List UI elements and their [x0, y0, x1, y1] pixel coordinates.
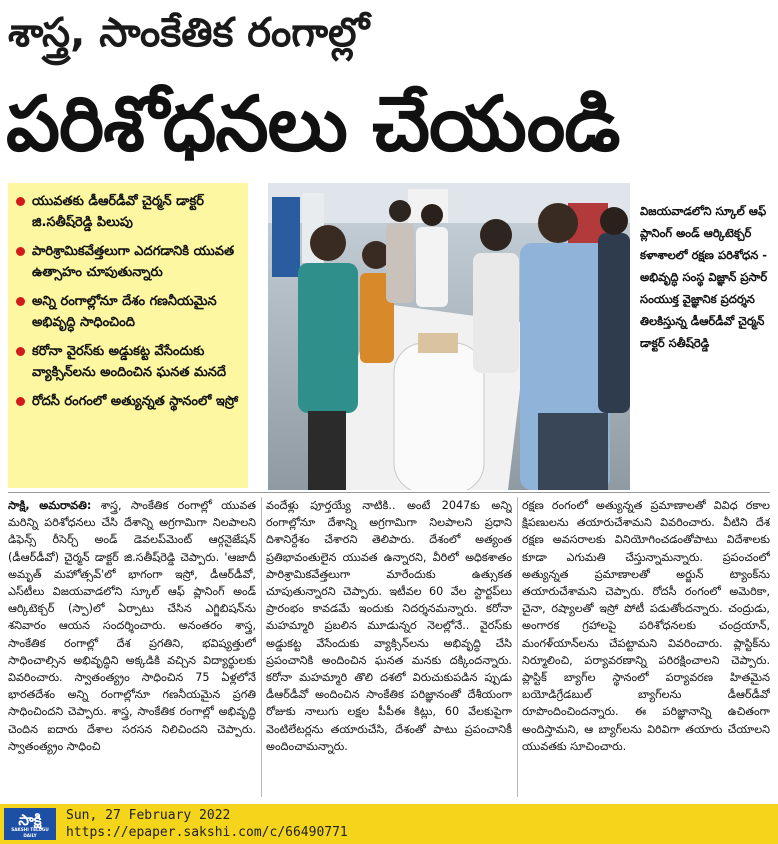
news-photo — [268, 183, 630, 490]
bullet-icon — [16, 297, 25, 306]
highlight-item — [16, 391, 240, 412]
highlights-box — [8, 183, 248, 488]
bullet-icon — [16, 397, 25, 406]
footer-bar — [0, 804, 778, 844]
sakshi-logo — [4, 808, 56, 840]
highlight-text: పారిశ్రామికవేత్తలుగా ఎదగడానికి యువత ఉత్సాహం చూపుతున్నారు — [32, 244, 235, 280]
logo-text: సాక్షి — [18, 811, 42, 829]
article-kicker: శాస్త్ర, సాంకేతిక రంగాల్లో — [8, 10, 370, 56]
column-divider — [261, 497, 262, 797]
highlight-item — [16, 291, 240, 333]
highlight-item — [16, 191, 240, 233]
highlight-text: యువతకు డీఆర్‌డీవో చైర్మన్ డాక్టర్ జి.సతీష్‌రెడ్డి పిలుపు — [32, 194, 204, 230]
article-column-3 — [522, 497, 770, 799]
article-headline: పరిశోధనలు చేయండి — [6, 79, 620, 168]
highlight-item — [16, 241, 240, 283]
edition-url[interactable]: https://epaper.sakshi.com/c/66490771 — [66, 825, 348, 840]
article-column-1 — [8, 497, 256, 799]
photo-caption: విజయవాడలోని స్కూల్ ఆఫ్ ప్లానింగ్ అండ్ ఆర్కిటెక్చర్ కళాశాలలో రక్షణ పరిశోధన - అభివృద్ధి సంస్థ విజ్ఞాన్ ప్రసార్ సంయుక్త వైజ్ఞానిక ప్రదర్శన తిలకిస్తున్న డీఆర్‌డీవో చైర్మన్ డాక్టర్ సతీష్‌రెడ్డి — [640, 204, 768, 350]
bullet-icon — [16, 247, 25, 256]
divider — [8, 492, 770, 493]
highlight-text: కరోనా వైరస్‌కు అడ్డుకట్ట వేసేందుకు వ్యాక్సిన్‌లను అందించిన ఘనత మనదే — [32, 344, 227, 380]
column-text: రక్షణ రంగంలో అత్యున్నత ప్రమాణాలతో వివిధ రకాల క్షిపణులను తయారుచేశామని వివరించారు. వీటిని దేశ రక్షణ అవసరాలకు వినియోగించడంతోపాటు విదేశాలకు కూడా ఎగుమతి చేస్తున్నామన్నారు. ప్రపంచంలో అత్యున్నత ప్రమాణాలతో అర్జున్ ట్యాంక్‌ను తయారుచేశామని చెప్పారు. రోదసీ రంగంలో అమెరికా, చైనా, రష్యాలతో ఇస్రో పోటీ పడుతోందన్నారు. చంద్రుడు, అంగారక గ్రహాలపై పరిశోధనలకు చంద్రయాన్, మంగళ్‌యాన్‌లను చేపట్టామని వివరించారు. ప్లాస్టిక్‌ను నిర్మూలించి, పర్యావరణాన్ని పరిరక్షించాలని చెప్పారు. ప్లాస్టిక్ బ్యాగ్‌ల స్థానంలో పర్యావరణ హితమైన బయోడిగ్రేడబుల్ బ్యాగ్‌లను డీఆర్‌డీవో రూపొందించిందన్నారు. ఈ పరిజ్ఞానాన్ని ఉచితంగా అందిస్తామని, ఆ బ్యాగ్‌లను విరివిగా తయారు చేయాలని యువతకు సూచించారు. — [522, 499, 770, 753]
highlight-item — [16, 341, 240, 383]
logo-subtext: SAKSHI TELUGU DAILY — [11, 827, 49, 838]
dateline: సాక్షి, అమరావతి: — [8, 499, 92, 512]
highlight-text: రోదసీ రంగంలో అత్యున్నత స్థానంలో ఇస్రో — [32, 394, 239, 409]
column-text: వందేళ్లు పూర్తయ్యే నాటికి.. అంటే 2047కు అన్ని రంగాల్లోనూ దేశాన్ని అగ్రగామిగా నిలపాలని ప్రధాని దిశానిర్దేశం చేశారని తెలిపారు. దేశంలో అత్యంత ప్రతిభావంతులైన యువత ఉన్నారని, వీరిలో అధికశాతం పారిశ్రామికవేత్తలుగా మారేందుకు ఉత్సుకత చూపుతున్నారని చెప్పారు. ఇటీవల 60 వేల స్టార్టప్‌లు ప్రారంభం కావడమే ఇందుకు నిదర్శనమన్నారు. కరోనా మహమ్మారి ప్రబలిన మూడున్నర నెలల్లోనే.. వైరస్‌కు అడ్డుకట్ట వేసేందుకు వ్యాక్సిన్‌లను అభివృద్ధి చేసి ప్రపంచానికి అందించిన ఘనత మనకు దక్కిందన్నారు. కరోనా మహమ్మారి తొలి దశలో విరుచుకుపడిన ప్పుడు డీఆర్‌డీవో అందించిన సాంకేతిక పరిజ్ఞానంతో దేశీయంగా రోజుకు నాలుగు లక్షల పీపీఈ కిట్లు, 60 వేలకుపైగా వెంటిలేటర్లను తయారుచేసి, దేశంతో పాటు ప్రపంచానికీ అందించామన్నారు. — [266, 499, 512, 753]
article-column-2 — [266, 497, 512, 799]
edition-date: Sun, 27 February 2022 — [66, 808, 231, 823]
column-divider — [517, 497, 518, 797]
column-text: శాస్త్ర, సాంకేతిక రంగాల్లో యువత మరిన్ని పరిశోధనలు చేసి దేశాన్ని అగ్రగామిగా నిలపాలని డిఫెన్స్ రీసెర్చ్ అండ్ డెవలప్‌మెంట్ ఆర్గనైజేషన్ (డీఆర్‌డీవో) చైర్మన్ డాక్టర్ జి.సతీష్‌రెడ్డి చెప్పారు. 'ఆజాదీ అమృత్ మహోత్సవ్'లో భాగంగా ఇస్రో, డీఆర్‌డీవో, ఎస్‌టీలు విజయవాడలోని స్కూల్ ఆఫ్ ప్లానింగ్ అండ్ ఆర్కిటెక్చర్ (స్పా)లో ఏర్పాటు చేసిన ఎగ్జిబిషన్‌ను శనివారం ఆయన సందర్శించారు. అనంతరం శాస్త్ర, సాంకేతిక రంగాల్లో దేశ ప్రగతిని, భవిష్యత్తులో సాధించాల్సిన అభివృద్ధిని అక్కడికి వచ్చిన విద్యార్థులకు వివరించారు. స్వాతంత్య్రం సాధించిన 75 ఏళ్లలోనే భారతదేశం అన్ని రంగాల్లోనూ గణనీయమైన ప్రగతి సాధించిందని చెప్పారు. శాస్త్ర, సాంకేతిక రంగాల్లో అభివృద్ధి చెందిన ఐదారు దేశాల సరసన నిలిచిందని చెప్పారు. స్వాతంత్య్రం సాధించి — [8, 499, 256, 753]
bullet-icon — [16, 347, 25, 356]
bullet-icon — [16, 197, 25, 206]
exhibition-photo-icon — [268, 183, 630, 490]
highlight-text: అన్ని రంగాల్లోనూ దేశం గణనీయమైన అభివృద్ధి సాధించింది — [32, 294, 217, 330]
